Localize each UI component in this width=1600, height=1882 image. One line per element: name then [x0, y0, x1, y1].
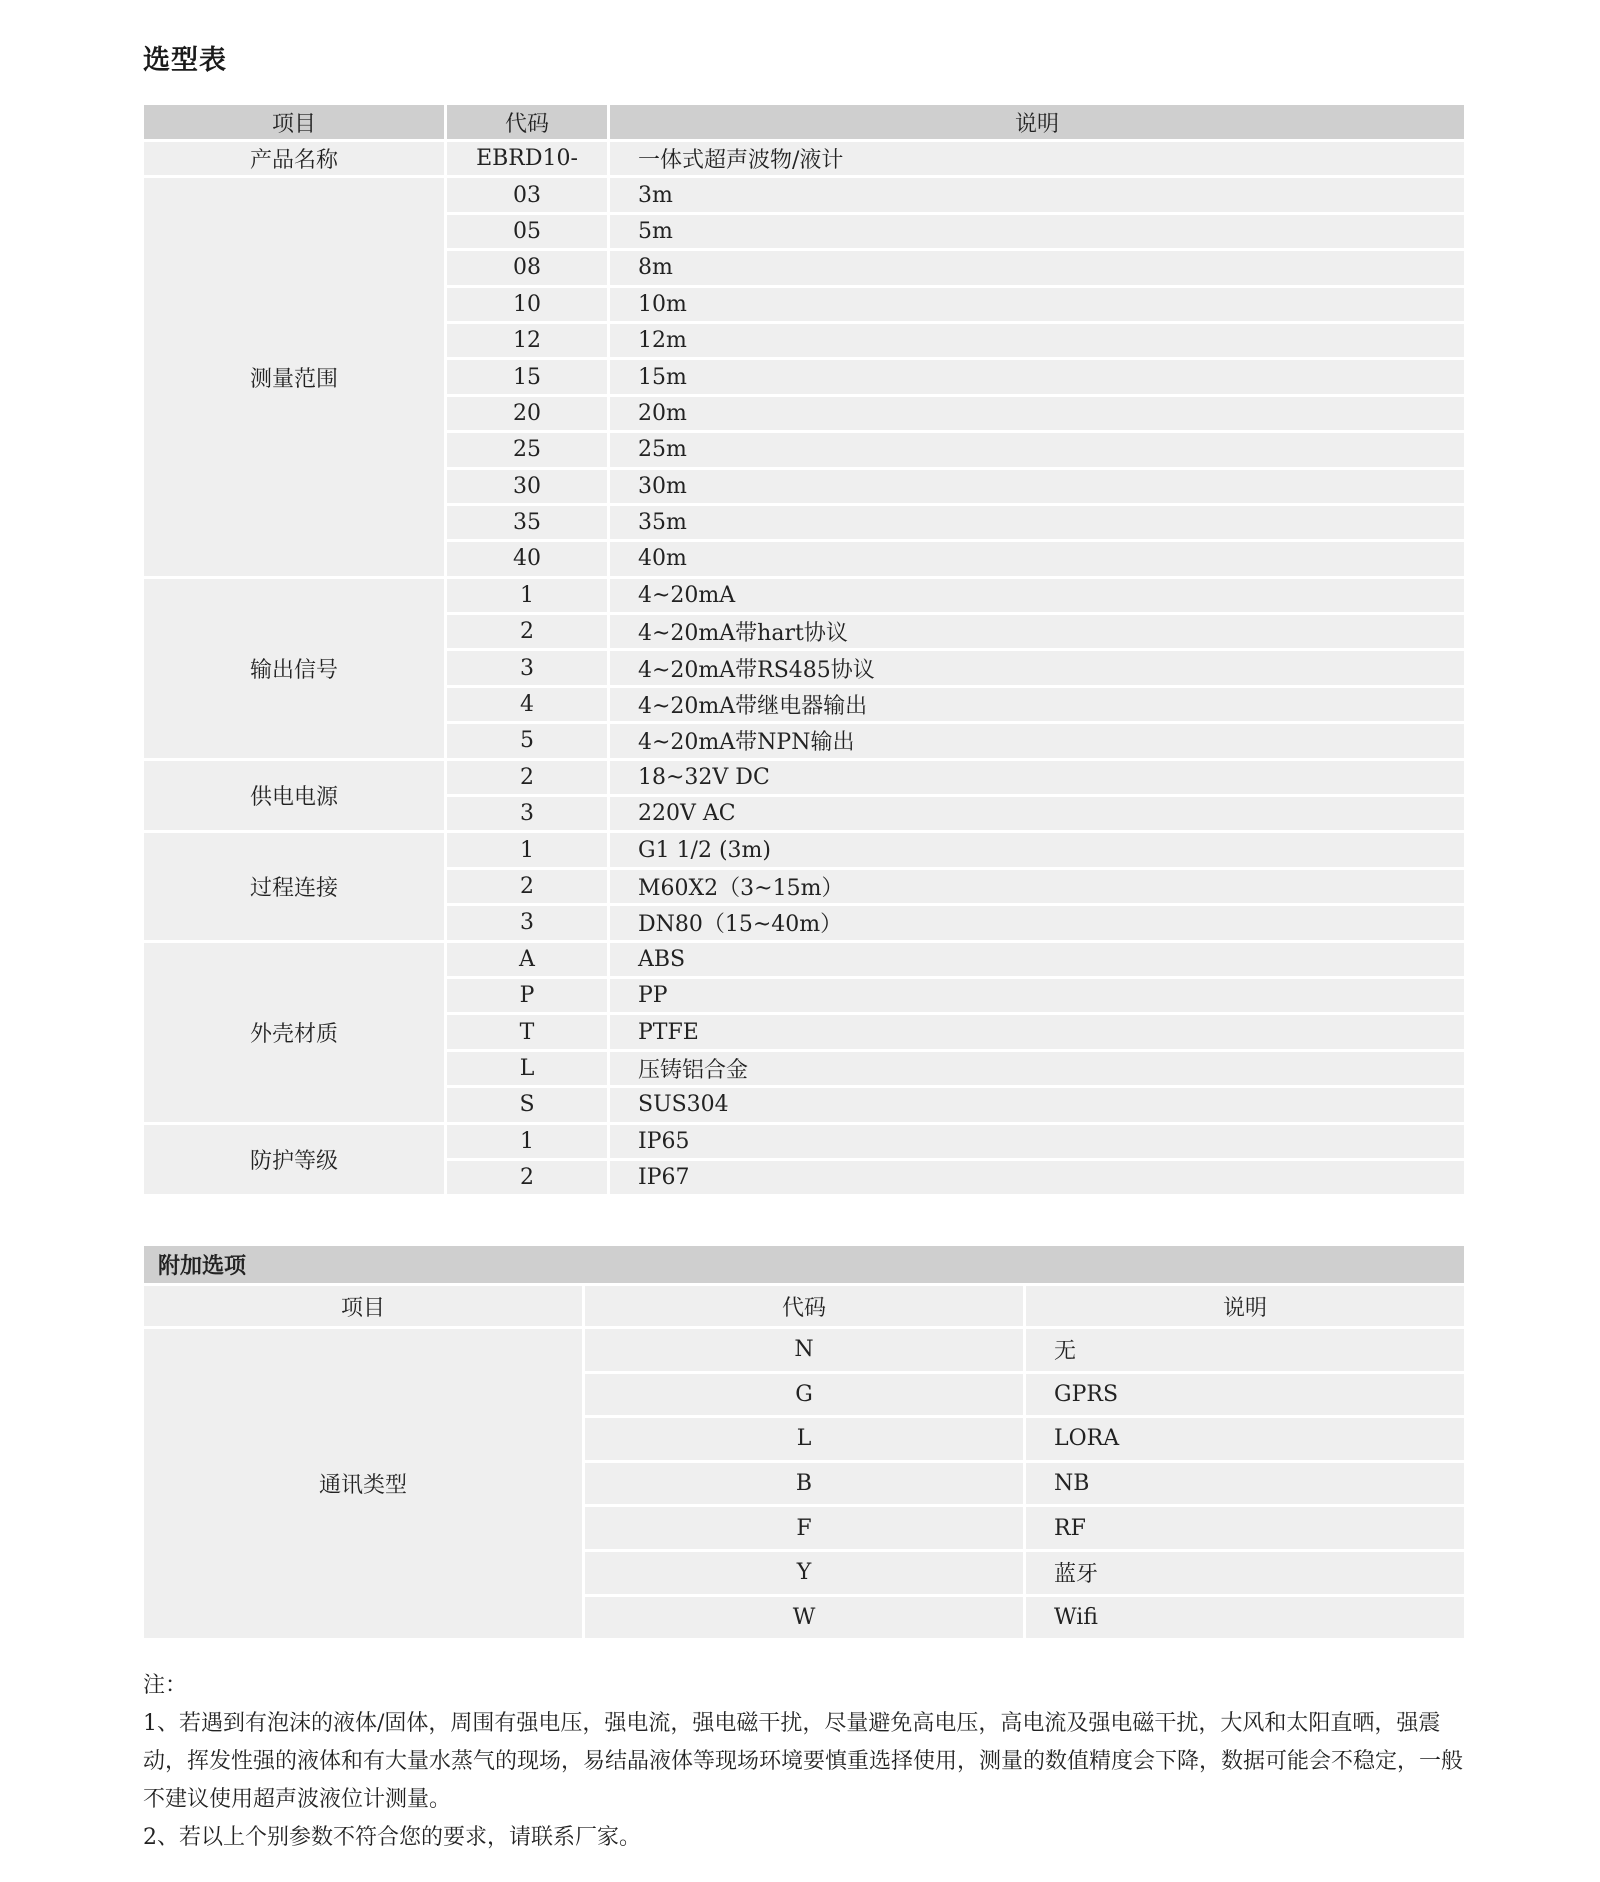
table-row: [144, 1329, 1464, 1371]
additional-options-table-body: [144, 1329, 1464, 1638]
description-cell: 3m: [610, 178, 1464, 211]
page-title: 选型表: [143, 45, 227, 76]
additional-options-table: [141, 1243, 1467, 1641]
code-cell: 40: [447, 542, 607, 575]
code-cell: L: [447, 1052, 607, 1085]
description-cell: G1 1/2 (3m): [610, 833, 1464, 866]
description-cell: IP67: [610, 1161, 1464, 1194]
code-cell: 3: [447, 651, 607, 684]
code-cell: 35: [447, 506, 607, 539]
code-cell: 5: [447, 724, 607, 757]
table-header-row: [144, 105, 1464, 139]
code-cell: 2: [447, 1161, 607, 1194]
table-row: [144, 1125, 1464, 1158]
additional-options-title: 附加选项: [144, 1246, 1464, 1283]
description-cell: 压铸铝合金: [610, 1052, 1464, 1085]
description-cell: 25m: [610, 433, 1464, 466]
item-name-cell: 过程连接: [144, 833, 444, 939]
notes: [143, 1667, 1473, 1857]
item-name-cell: 测量范围: [144, 178, 444, 575]
item-name-cell: 通讯类型: [144, 1329, 582, 1638]
description-cell: 5m: [610, 215, 1464, 248]
description-cell: LORA: [1026, 1418, 1464, 1460]
table-row: [144, 178, 1464, 211]
header-item: 项目: [144, 1286, 582, 1326]
code-cell: Y: [585, 1552, 1023, 1594]
code-cell: EBRD10-: [447, 142, 607, 175]
code-cell: 12: [447, 324, 607, 357]
description-cell: NB: [1026, 1463, 1464, 1505]
header-code: 代码: [585, 1286, 1023, 1326]
description-cell: GPRS: [1026, 1374, 1464, 1416]
notes-heading: 注：: [143, 1673, 188, 1698]
code-cell: P: [447, 979, 607, 1012]
description-cell: 220V AC: [610, 797, 1464, 830]
header-code: 代码: [447, 105, 607, 139]
code-cell: 2: [447, 761, 607, 794]
description-cell: 4~20mA带NPN输出: [610, 724, 1464, 757]
description-cell: DN80（15~40m）: [610, 906, 1464, 939]
description-cell: RF: [1026, 1507, 1464, 1549]
code-cell: 4: [447, 688, 607, 721]
description-cell: 4~20mA带RS485协议: [610, 651, 1464, 684]
description-cell: M60X2（3~15m）: [610, 870, 1464, 903]
header-description: 说明: [610, 105, 1464, 139]
table-header-row: [144, 1286, 1464, 1326]
description-cell: 35m: [610, 506, 1464, 539]
description-cell: 4~20mA: [610, 579, 1464, 612]
code-cell: 1: [447, 1125, 607, 1158]
note-line: 2、若以上个别参数不符合您的要求，请联系厂家。: [143, 1825, 641, 1850]
header-description: 说明: [1026, 1286, 1464, 1326]
code-cell: 2: [447, 870, 607, 903]
note-line: 1、若遇到有泡沫的液体/固体，周围有强电压，强电流，强电磁干扰，尽量避免高电压，高电流及强电磁干扰，大风和太阳直晒，强震动，挥发性强的液体和有大量水蒸气的现场，易结晶液体等现场环境要慎重选择使用，测量的数值精度会下降，数据可能会不稳定，一般不建议使用超声波液位计测量。: [143, 1711, 1464, 1812]
description-cell: 4~20mA带继电器输出: [610, 688, 1464, 721]
code-cell: 05: [447, 215, 607, 248]
code-cell: 1: [447, 579, 607, 612]
item-name-cell: 输出信号: [144, 579, 444, 758]
code-cell: S: [447, 1088, 607, 1121]
code-cell: F: [585, 1507, 1023, 1549]
description-cell: 4~20mA带hart协议: [610, 615, 1464, 648]
description-cell: Wifi: [1026, 1597, 1464, 1639]
description-cell: IP65: [610, 1125, 1464, 1158]
code-cell: 1: [447, 833, 607, 866]
code-cell: 20: [447, 397, 607, 430]
code-cell: 15: [447, 360, 607, 393]
description-cell: 18~32V DC: [610, 761, 1464, 794]
table-row: [144, 761, 1464, 794]
code-cell: T: [447, 1015, 607, 1048]
item-name-cell: 供电电源: [144, 761, 444, 831]
code-cell: 03: [447, 178, 607, 211]
description-cell: SUS304: [610, 1088, 1464, 1121]
description-cell: 蓝牙: [1026, 1552, 1464, 1594]
table-row: [144, 833, 1464, 866]
description-cell: 10m: [610, 288, 1464, 321]
item-name-cell: 外壳材质: [144, 943, 444, 1122]
code-cell: N: [585, 1329, 1023, 1371]
selection-table-body: [144, 142, 1464, 1194]
description-cell: 8m: [610, 251, 1464, 284]
description-cell: 15m: [610, 360, 1464, 393]
item-name-cell: 防护等级: [144, 1125, 444, 1195]
table-row: [144, 579, 1464, 612]
table-row: [144, 142, 1464, 175]
code-cell: 10: [447, 288, 607, 321]
code-cell: 3: [447, 906, 607, 939]
additional-options-title-row: [144, 1246, 1464, 1283]
code-cell: 2: [447, 615, 607, 648]
code-cell: A: [447, 943, 607, 976]
description-cell: 无: [1026, 1329, 1464, 1371]
item-name-cell: 产品名称: [144, 142, 444, 175]
description-cell: 40m: [610, 542, 1464, 575]
code-cell: 30: [447, 470, 607, 503]
code-cell: W: [585, 1597, 1023, 1639]
code-cell: G: [585, 1374, 1023, 1416]
description-cell: 30m: [610, 470, 1464, 503]
code-cell: B: [585, 1463, 1023, 1505]
description-cell: PP: [610, 979, 1464, 1012]
code-cell: 3: [447, 797, 607, 830]
code-cell: 25: [447, 433, 607, 466]
code-cell: 08: [447, 251, 607, 284]
header-item: 项目: [144, 105, 444, 139]
code-cell: L: [585, 1418, 1023, 1460]
description-cell: 12m: [610, 324, 1464, 357]
description-cell: 一体式超声波物/液计: [610, 142, 1464, 175]
description-cell: 20m: [610, 397, 1464, 430]
selection-table: [141, 102, 1467, 1197]
description-cell: ABS: [610, 943, 1464, 976]
description-cell: PTFE: [610, 1015, 1464, 1048]
table-row: [144, 943, 1464, 976]
